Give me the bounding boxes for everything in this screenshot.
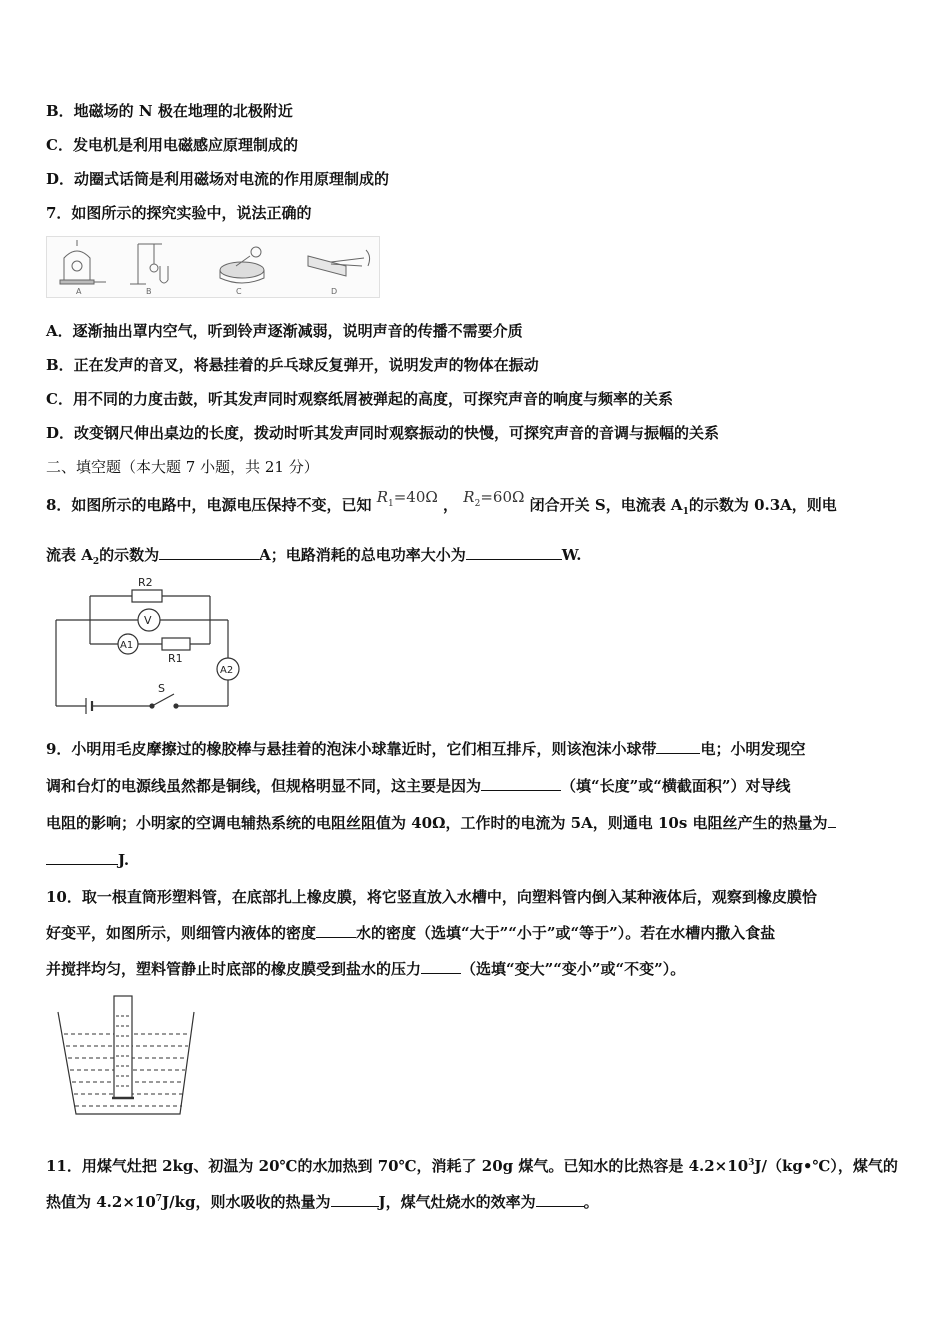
question-7-option-a: A．逐渐抽出罩内空气，听到铃声逐渐减弱，说明声音的传播不需要介质 [46,322,523,340]
circuit-diagram [50,574,246,716]
question-8-text-b: 闭合开关 S，电流表 A [529,496,683,514]
question-8-comma: ， [443,496,459,514]
answer-blank-factor[interactable] [481,776,561,791]
question-7-option-b: B．正在发声的音叉，将悬挂着的乒乓球反复弹开，说明发声的物体在振动 [46,356,539,374]
label-r1: R1 [168,652,183,665]
question-9-line-2: 调和台灯的电源线虽然都是铜线，但规格明显不同，这主要是因为 （填“长度”或“横截面积”）对导线 [46,777,791,795]
answer-blank-a2-current[interactable] [159,545,259,560]
label-voltmeter: V [144,614,152,627]
option-d: D．动圈式话筒是利用磁场对电流的作用原理制成的 [46,170,390,188]
figure-label-a: A [76,287,82,296]
question-7-stem: 7．如图所示的探究实验中，说法正确的 [46,204,312,222]
question-9-line-3: 电阻的影响；小明家的空调电辅热系统的电阻丝阻值为 40Ω，工作时的电流为 5A，则通电 10s 电阻丝产生的热量为 [46,812,836,834]
question-9-line-4: J. [46,849,129,871]
question-7-option-c: C．用不同的力度击鼓，听其发声同时观察纸屑被弹起的高度，可探究声音的响度与频率的关系 [46,390,673,408]
answer-blank-pressure[interactable] [421,959,461,974]
question-10-line-3: 并搅拌均匀，塑料管静止时底部的橡皮膜受到盐水的压力 （选填“变大”“变小”或“不变”）。 [46,960,686,978]
question-8-line-2: 流表 $A_2$的示数为 A；电路消耗的总电功率大小为 W. [46,546,582,567]
question-10-line-1: 10．取一根直筒形塑料管，在底部扎上橡皮膜，将它竖直放入水槽中，向塑料管内倒入某种液体后，观察到橡皮膜恰 [46,888,817,906]
question-8-line-1: 8．如图所示的电路中，电源电压保持不变，已知 $R_1=40\Omega$ ， $R_2=60\Omega$ 闭合开关 S，电流表 $A_1$的示数为 0.3A，则电 [46,488,837,517]
question-9-line-1: 9．小明用毛皮摩擦过的橡胶棒与悬挂着的泡沫小球靠近时，它们相互排斥，则该泡沫小球带 电；小明发现空 [46,740,806,758]
question-7-option-d: D．改变钢尺伸出桌边的长度，拨动时听其发声同时观察振动的快慢，可探究声音的音调与振幅的关系 [46,424,720,442]
r2-formula: $R_2=60\Omega$ [463,488,525,509]
answer-blank-total-power[interactable] [466,545,562,560]
figure-label-d: D [331,287,338,296]
question-11-line-1: 11．用煤气灶把 2kg、初温为 20℃的水加热到 70℃，消耗了 20g 煤气。已知水的比热容是 $4.2\times 10^3J/(kg•℃)$，煤气的 [46,1157,898,1175]
water-trough-figure [54,994,198,1120]
question-8-text-a: 8．如图所示的电路中，电源电压保持不变，已知 [46,496,372,514]
label-a2: A2 [220,665,234,676]
question-11-line-2: 热值为 $4.2\times 10^7J/kg$，则水吸收的热量为 J，煤气灶烧水的效率为 。 [46,1193,599,1211]
answer-blank-density[interactable] [316,923,356,938]
answer-blank-efficiency[interactable] [536,1192,584,1207]
answer-blank-heat[interactable] [46,850,118,865]
question-7-figure [46,236,380,298]
question-10-line-2: 好变平，如图所示，则细管内液体的密度 水的密度（选填“大于”“小于”或“等于”）。若在水槽内撒入食盐 [46,924,776,942]
r1-formula: $R_1=40\Omega$ [376,488,438,509]
option-c: C．发电机是利用电磁感应原理制成的 [46,136,298,154]
figure-label-c: C [236,287,242,296]
answer-blank-heat-absorbed[interactable] [331,1192,379,1207]
label-r2: R2 [138,576,153,589]
section-2-heading: 二、填空题（本大题 7 小题，共 21 分） [46,458,319,476]
figure-label-b: B [146,287,152,296]
label-switch: S [158,682,165,695]
answer-blank-charge[interactable] [656,739,700,754]
option-b: B．地磁场的 N 极在地理的北极附近 [46,102,293,120]
label-a1: A1 [120,640,134,651]
